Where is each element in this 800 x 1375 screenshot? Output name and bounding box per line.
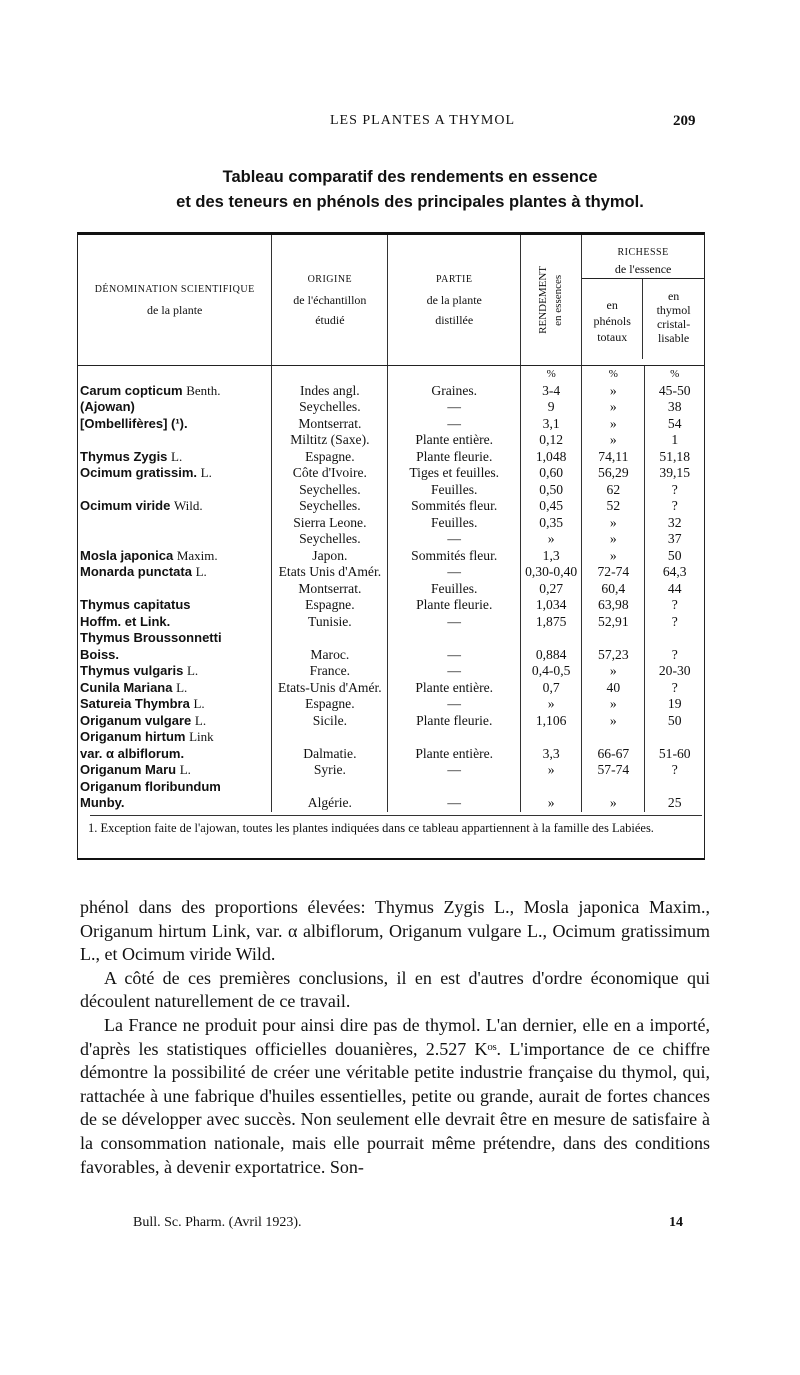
caption-line-1: Tableau comparatif des rendements en essence: [222, 168, 598, 186]
table-footnote: 1. Exception faite de l'ajowan, toutes les plantes indiquées dans ce tableau appartiennent à la famille des Labiées.: [88, 821, 654, 835]
thymol-cell: ?: [645, 762, 704, 779]
unit-thymol: %: [645, 366, 704, 383]
plant-name: Origanum hirtum Link: [80, 729, 214, 744]
plant-name: Ocimum gratissim. L.: [80, 465, 212, 480]
rendement-cell: »: [521, 696, 582, 713]
part-cell: —: [388, 416, 521, 433]
rendement-cell: 0,30-0,40: [521, 564, 582, 581]
table-row: [78, 531, 704, 548]
phenols-cell: 56,29: [582, 465, 645, 482]
phenols-cell: »: [582, 696, 645, 713]
thymol-cell: 32: [645, 515, 704, 532]
plant-name: [78, 432, 272, 449]
plant-name: Thymus Zygis L.: [80, 448, 183, 464]
plant-name: Thymus Broussonnetti: [80, 630, 222, 645]
table-row: [78, 449, 704, 466]
origin-cell: Espagne.: [272, 696, 388, 713]
rendement-cell: 0,35: [521, 515, 582, 532]
part-cell: [388, 630, 521, 647]
plant-name: Thymus vulgaris L.: [80, 663, 199, 678]
phenols-cell: »: [582, 383, 645, 400]
rendement-cell: 1,106: [521, 713, 582, 730]
thymol-cell: 20-30: [645, 663, 704, 680]
table-row: [78, 564, 704, 581]
part-cell: —: [388, 614, 521, 631]
part-cell: Tiges et feuilles.: [388, 465, 521, 482]
origin-cell: Etats-Unis d'Amér.: [272, 680, 388, 697]
rendement-cell: 0,27: [521, 581, 582, 598]
origin-cell: Etats Unis d'Amér.: [272, 564, 388, 581]
page-footer: [133, 1215, 683, 1231]
caption-line-2: et des teneurs en phénols des principales plantes à thymol.: [176, 193, 644, 211]
phenols-cell: »: [582, 713, 645, 730]
rendement-cell: [521, 779, 582, 796]
table-row: [78, 614, 704, 631]
table-row: [78, 630, 704, 647]
comparison-table-frame: [77, 232, 705, 860]
table-row: [78, 597, 704, 614]
part-cell: —: [388, 399, 521, 416]
rendement-cell: »: [521, 762, 582, 779]
phenols-cell: 74,11: [582, 449, 645, 466]
table-row: [78, 696, 704, 713]
origin-cell: [272, 779, 388, 796]
rendement-cell: 3,1: [521, 416, 582, 433]
origin-cell: Indes angl.: [272, 383, 388, 400]
thymol-cell: 51,18: [645, 449, 704, 466]
table-header-row: [78, 235, 704, 366]
part-cell: Feuilles.: [388, 482, 521, 499]
table-row: [78, 680, 704, 697]
comparison-table: [78, 235, 704, 812]
origin-cell: Montserrat.: [272, 416, 388, 433]
table-row: [78, 713, 704, 730]
thymol-cell: ?: [645, 647, 704, 664]
phenols-cell: 62: [582, 482, 645, 499]
plant-name: Cunila Mariana L.: [80, 679, 188, 695]
table-row: [78, 432, 704, 449]
part-cell: Plante entière.: [388, 432, 521, 449]
unit-phenols: %: [582, 366, 645, 383]
phenols-cell: »: [582, 548, 645, 565]
plant-name: Origanum Maru L.: [80, 762, 191, 777]
phenols-cell: 52,91: [582, 614, 645, 631]
thymol-cell: [645, 779, 704, 796]
table-row: [78, 729, 704, 746]
thymol-cell: 1: [645, 432, 704, 449]
plant-name: Munby.: [80, 795, 125, 810]
plant-name: var. α albiflorum.: [80, 745, 185, 761]
origin-cell: Japon.: [272, 548, 388, 565]
part-cell: —: [388, 663, 521, 680]
part-cell: Sommités fleur.: [388, 548, 521, 565]
footnote-rule: [90, 815, 702, 816]
table-row: [78, 663, 704, 680]
origin-cell: Syrie.: [272, 762, 388, 779]
plant-name: [78, 482, 272, 499]
page-number: 209: [673, 113, 696, 129]
thymol-cell: 54: [645, 416, 704, 433]
plant-name: [Ombellifères] (¹).: [80, 415, 188, 431]
origin-cell: Seychelles.: [272, 482, 388, 499]
part-cell: Plante entière.: [388, 680, 521, 697]
plant-name: Origanum vulgare L.: [80, 712, 207, 728]
thymol-cell: 64,3: [645, 564, 704, 581]
rendement-cell: [521, 630, 582, 647]
rendement-cell: 0,45: [521, 498, 582, 515]
phenols-cell: [582, 779, 645, 796]
part-cell: —: [388, 564, 521, 581]
rendement-cell: 1,875: [521, 614, 582, 631]
running-title: LES PLANTES A THYMOL: [330, 113, 516, 128]
rendement-cell: 0,7: [521, 680, 582, 697]
plant-name: Origanum floribundum: [80, 778, 221, 794]
plant-name: [78, 515, 272, 532]
rendement-cell: 0,4-0,5: [521, 663, 582, 680]
phenols-cell: [582, 630, 645, 647]
body-text: [80, 896, 710, 1179]
thymol-cell: 50: [645, 548, 704, 565]
thymol-cell: 50: [645, 713, 704, 730]
part-cell: —: [388, 531, 521, 548]
table-row: [78, 779, 704, 796]
part-cell: Graines.: [388, 383, 521, 400]
rendement-cell: 0,60: [521, 465, 582, 482]
rendement-cell: 1,034: [521, 597, 582, 614]
part-cell: —: [388, 696, 521, 713]
rendement-cell: 1,3: [521, 548, 582, 565]
rendement-cell: [521, 729, 582, 746]
table-row: [78, 795, 704, 812]
phenols-cell: »: [582, 399, 645, 416]
paragraph-1: phénol dans des proportions élevées: Thymus Zygis L., Mosla japonica Maxim., Origanum hirtum Link, var. α albiflorum, Origanum vulgare L., Ocimum gratissimum L., et Ocimum viride Wild.: [80, 897, 710, 965]
thymol-cell: 39,15: [645, 465, 704, 482]
thymol-cell: 38: [645, 399, 704, 416]
origin-cell: Algérie.: [272, 795, 388, 812]
thymol-cell: ?: [645, 498, 704, 515]
phenols-cell: »: [582, 795, 645, 812]
origin-cell: Espagne.: [272, 449, 388, 466]
origin-cell: [272, 729, 388, 746]
table-row: [78, 416, 704, 433]
origin-cell: Miltitz (Saxe).: [272, 432, 388, 449]
header-denomination: DÉNOMINATION SCIENTIFIQUE de la plante: [78, 235, 272, 366]
unit-rendement: %: [521, 366, 582, 383]
part-cell: Feuilles.: [388, 581, 521, 598]
thymol-cell: 37: [645, 531, 704, 548]
phenols-cell: 57-74: [582, 762, 645, 779]
plant-name: [78, 581, 272, 598]
phenols-cell: 57,23: [582, 647, 645, 664]
part-cell: Sommités fleur.: [388, 498, 521, 515]
thymol-cell: ?: [645, 614, 704, 631]
phenols-cell: 63,98: [582, 597, 645, 614]
thymol-cell: ?: [645, 482, 704, 499]
plant-name: Thymus capitatus: [80, 597, 191, 612]
part-cell: Feuilles.: [388, 515, 521, 532]
part-cell: [388, 779, 521, 796]
origin-cell: Seychelles.: [272, 531, 388, 548]
origin-cell: Espagne.: [272, 597, 388, 614]
origin-cell: Montserrat.: [272, 581, 388, 598]
table-row: [78, 482, 704, 499]
plant-name: [78, 531, 272, 548]
plant-name: Satureia Thymbra L.: [80, 696, 205, 711]
rendement-cell: 3-4: [521, 383, 582, 400]
phenols-cell: »: [582, 515, 645, 532]
origin-cell: Sicile.: [272, 713, 388, 730]
phenols-cell: 40: [582, 680, 645, 697]
plant-name: Carum copticum Benth.: [80, 382, 221, 398]
header-thymol: en thymol cristal- lisable: [642, 279, 704, 359]
rendement-cell: 3,3: [521, 746, 582, 763]
table-row: [78, 762, 704, 779]
part-cell: Plante fleurie.: [388, 713, 521, 730]
table-row: [78, 515, 704, 532]
origin-cell: Côte d'Ivoire.: [272, 465, 388, 482]
rendement-cell: »: [521, 795, 582, 812]
thymol-cell: [645, 630, 704, 647]
units-row: [78, 366, 704, 383]
table-row: [78, 383, 704, 400]
table-body: [78, 366, 704, 812]
thymol-cell: [645, 729, 704, 746]
thymol-cell: 45-50: [645, 383, 704, 400]
plant-name: Boiss.: [80, 646, 120, 662]
part-cell: Plante fleurie.: [388, 449, 521, 466]
thymol-cell: 19: [645, 696, 704, 713]
rendement-cell: 9: [521, 399, 582, 416]
paragraph-3: La France ne produit pour ainsi dire pas de thymol. L'an dernier, elle en a importé, d'après les statistiques officielles douanières, 2.527 Kᵒˢ. L'importance de ce chiffre démontre la possibilité de créer une véritable petite industrie française du thymol, qui, rattachée à une fabrique d'huiles essentielles, petite ou grande, aurait de fortes chances de se développer avec succès. Non seulement elle devrait être en mesure de satisfaire à la consommation nationale, mais elle pourrait même prétendre, dans des conditions favorables, à devenir exportatrice. Son-: [80, 1014, 710, 1177]
thymol-cell: 51-60: [645, 746, 704, 763]
part-cell: Plante fleurie.: [388, 597, 521, 614]
table-row: [78, 465, 704, 482]
part-cell: Plante entière.: [388, 746, 521, 763]
header-phenols: en phénols totaux: [593, 298, 631, 344]
rendement-cell: 0,12: [521, 432, 582, 449]
phenols-cell: 60,4: [582, 581, 645, 598]
table-row: [78, 746, 704, 763]
plant-name: Mosla japonica Maxim.: [80, 547, 218, 563]
thymol-cell: 25: [645, 795, 704, 812]
origin-cell: Dalmatie.: [272, 746, 388, 763]
header-partie: PARTIE de la plante distillée: [388, 235, 521, 366]
phenols-cell: »: [582, 432, 645, 449]
part-cell: —: [388, 795, 521, 812]
thymol-cell: ?: [645, 680, 704, 697]
plant-name: (Ajowan): [80, 399, 135, 414]
part-cell: [388, 729, 521, 746]
plant-name: Hoffm. et Link.: [80, 613, 171, 629]
origin-cell: France.: [272, 663, 388, 680]
journal-reference: Bull. Sc. Pharm. (Avril 1923).: [133, 1215, 302, 1230]
origin-cell: Seychelles.: [272, 498, 388, 515]
paragraph-2: A côté de ces premières conclusions, il en est d'autres d'ordre économique qui découlent naturellement de ce travail.: [80, 967, 710, 1012]
part-cell: —: [388, 762, 521, 779]
header-richesse: RICHESSE de l'essence en phénols totaux en thymol cristal- lisable: [582, 235, 704, 366]
table-row: [78, 399, 704, 416]
sheet-number: 14: [669, 1215, 683, 1230]
table-caption: [90, 165, 730, 215]
phenols-cell: »: [582, 416, 645, 433]
phenols-cell: [582, 729, 645, 746]
origin-cell: Maroc.: [272, 647, 388, 664]
phenols-cell: 72-74: [582, 564, 645, 581]
origin-cell: Sierra Leone.: [272, 515, 388, 532]
origin-cell: [272, 630, 388, 647]
rendement-cell: 0,50: [521, 482, 582, 499]
phenols-cell: 66-67: [582, 746, 645, 763]
table-row: [78, 548, 704, 565]
thymol-cell: 44: [645, 581, 704, 598]
rendement-cell: »: [521, 531, 582, 548]
table-row: [78, 498, 704, 515]
plant-name: Ocimum viride Wild.: [80, 498, 203, 513]
phenols-cell: »: [582, 531, 645, 548]
origin-cell: Tunisie.: [272, 614, 388, 631]
origin-cell: Seychelles.: [272, 399, 388, 416]
thymol-cell: ?: [645, 597, 704, 614]
table-row: [78, 647, 704, 664]
rendement-cell: 1,048: [521, 449, 582, 466]
part-cell: —: [388, 647, 521, 664]
table-row: [78, 581, 704, 598]
header-rendement: RENDEMENT en essences: [521, 235, 582, 366]
rendement-cell: 0,884: [521, 647, 582, 664]
header-origine: ORIGINE de l'échantillon étudié: [272, 235, 388, 366]
plant-name: Monarda punctata L.: [80, 564, 207, 579]
phenols-cell: »: [582, 663, 645, 680]
phenols-cell: 52: [582, 498, 645, 515]
